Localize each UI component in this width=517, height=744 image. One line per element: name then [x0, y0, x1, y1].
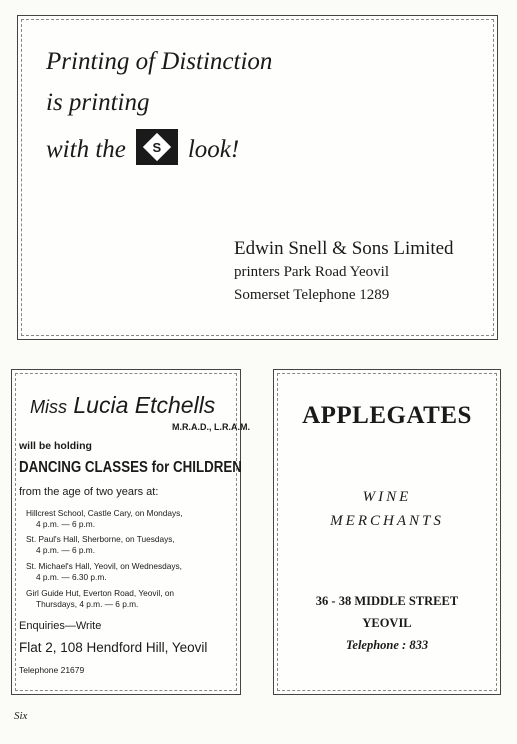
applegates-name: APPLEGATES: [302, 402, 472, 429]
qualifications: M.R.A.D., L.R.A.M.: [172, 422, 250, 432]
logo-letter: S: [152, 139, 162, 155]
venue-line-2: 4 p.m. — 6 p.m.: [36, 519, 96, 529]
snell-address-line-1: printers Park Road Yeovil: [234, 264, 389, 280]
etchells-name: [30, 394, 215, 417]
applegates-telephone: Telephone : 833: [345, 638, 429, 652]
venue-item: [26, 534, 234, 556]
etchells-address: Flat 2, 108 Hendford Hill, Yeovil: [19, 640, 208, 655]
s-logo-icon: [136, 129, 178, 165]
snell-company-name: Edwin Snell & Sons Limited: [234, 238, 454, 259]
venue-line-1: St. Michael's Hall, Yeovil, on Wednesdays,: [26, 561, 182, 571]
business-type-line-2: MERCHANTS: [330, 513, 444, 529]
slogan-line-3-after: look!: [187, 135, 240, 163]
slogan-line-2: is printing: [46, 89, 150, 116]
name-prefix: Miss: [30, 397, 67, 417]
venue-line-2: Thursdays, 4 p.m. — 6 p.m.: [36, 599, 139, 609]
venue-item: [26, 561, 234, 583]
applegates-town: YEOVIL: [362, 616, 412, 630]
applegates-advertisement: [273, 369, 501, 695]
slogan-line-3: [46, 131, 239, 167]
page-number: Six: [14, 710, 28, 722]
venue-line-2: 4 p.m. — 6 p.m.: [36, 545, 96, 555]
business-type-line-1: WINE: [362, 489, 412, 505]
holding-text: will be holding: [19, 440, 92, 452]
venue-item: [26, 508, 234, 530]
slogan-line-1: Printing of Distinction: [46, 48, 273, 75]
snell-address-line-2: Somerset Telephone 1289: [234, 287, 390, 303]
teacher-name: Lucia Etchells: [73, 392, 216, 418]
age-text: from the age of two years at:: [19, 486, 159, 498]
venue-line-1: Girl Guide Hut, Everton Road, Yeovil, on: [26, 588, 175, 598]
slogan-line-3-before: with the: [46, 135, 126, 163]
snell-advertisement: [17, 15, 498, 340]
venue-line-1: St. Paul's Hall, Sherborne, on Tuesdays,: [26, 534, 175, 544]
venue-line-2: 4 p.m. — 6.30 p.m.: [36, 572, 107, 582]
enquiries-text: Enquiries—Write: [19, 620, 102, 632]
venue-line-1: Hillcrest School, Castle Cary, on Mondays,: [26, 508, 183, 518]
etchells-advertisement: [11, 369, 250, 695]
etchells-telephone: Telephone 21679: [19, 665, 85, 675]
classes-heading: DANCING CLASSES for CHILDREN: [19, 459, 242, 476]
venue-item: [26, 588, 234, 610]
applegates-street: 36 - 38 MIDDLE STREET: [315, 594, 459, 608]
